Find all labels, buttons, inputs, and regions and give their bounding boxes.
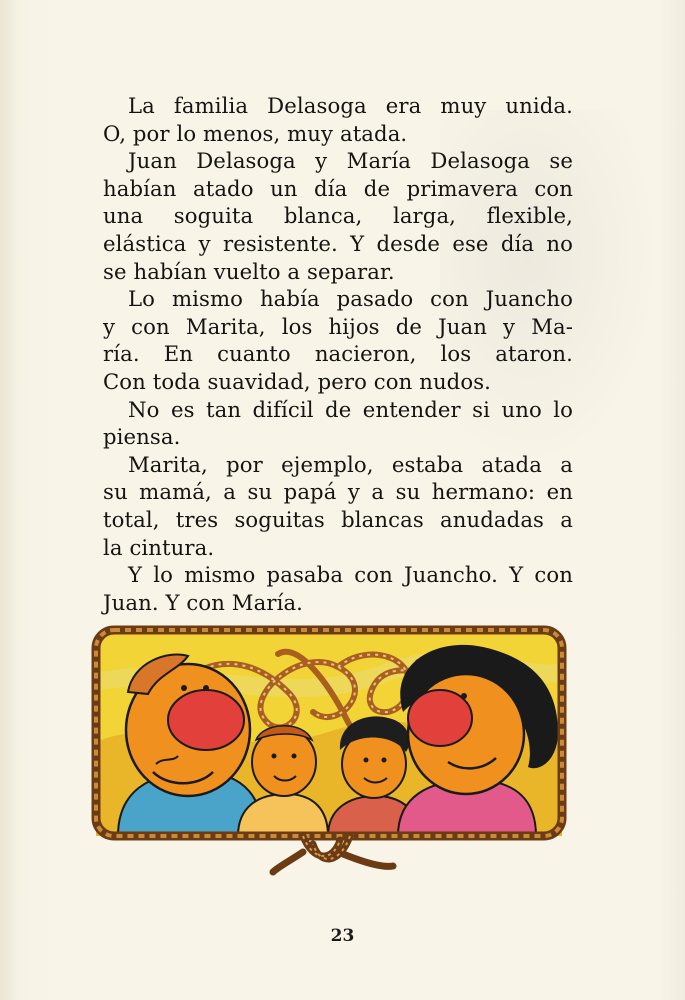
text-line: su mamá, a su papá y a su hermano: en: [103, 479, 573, 505]
body-text: [103, 92, 573, 616]
text-line: una soguita blanca, larga, flexible,: [103, 203, 573, 229]
text-line: Con toda suavidad, pero con nudos.: [103, 368, 492, 394]
text-line: habían atado un día de primavera con: [103, 175, 573, 201]
text-line: la cintura.: [103, 534, 215, 560]
text-line: elástica y resistente. Y desde ese día no: [103, 230, 573, 256]
text-line: y con Marita, los hijos de Juan y Ma-: [103, 313, 573, 339]
text-line: total, tres soguitas blancas anudadas a: [103, 506, 573, 532]
text-line: Juan Delasoga y María Delasoga se: [128, 148, 573, 174]
page-number: 23: [330, 926, 355, 946]
text-line: O, por lo menos, muy atada.: [103, 120, 408, 146]
text-line: Juan. Y con María.: [103, 589, 304, 615]
text-line: Marita, por ejemplo, estaba atada a: [128, 451, 573, 477]
text-line: piensa.: [103, 424, 181, 450]
text-line: Lo mismo había pasado con Juancho: [128, 286, 573, 312]
text-line: No es tan difícil de entender si uno lo: [128, 396, 573, 422]
text-line: se habían vuelto a separar.: [103, 258, 395, 284]
text-line: Y lo mismo pasaba con Juancho. Y con: [128, 562, 573, 588]
family-rope-illustration: [88, 622, 570, 884]
text-line: La familia Delasoga era muy unida.: [128, 93, 573, 118]
text-line: ría. En cuanto nacieron, los ataron.: [103, 341, 573, 367]
